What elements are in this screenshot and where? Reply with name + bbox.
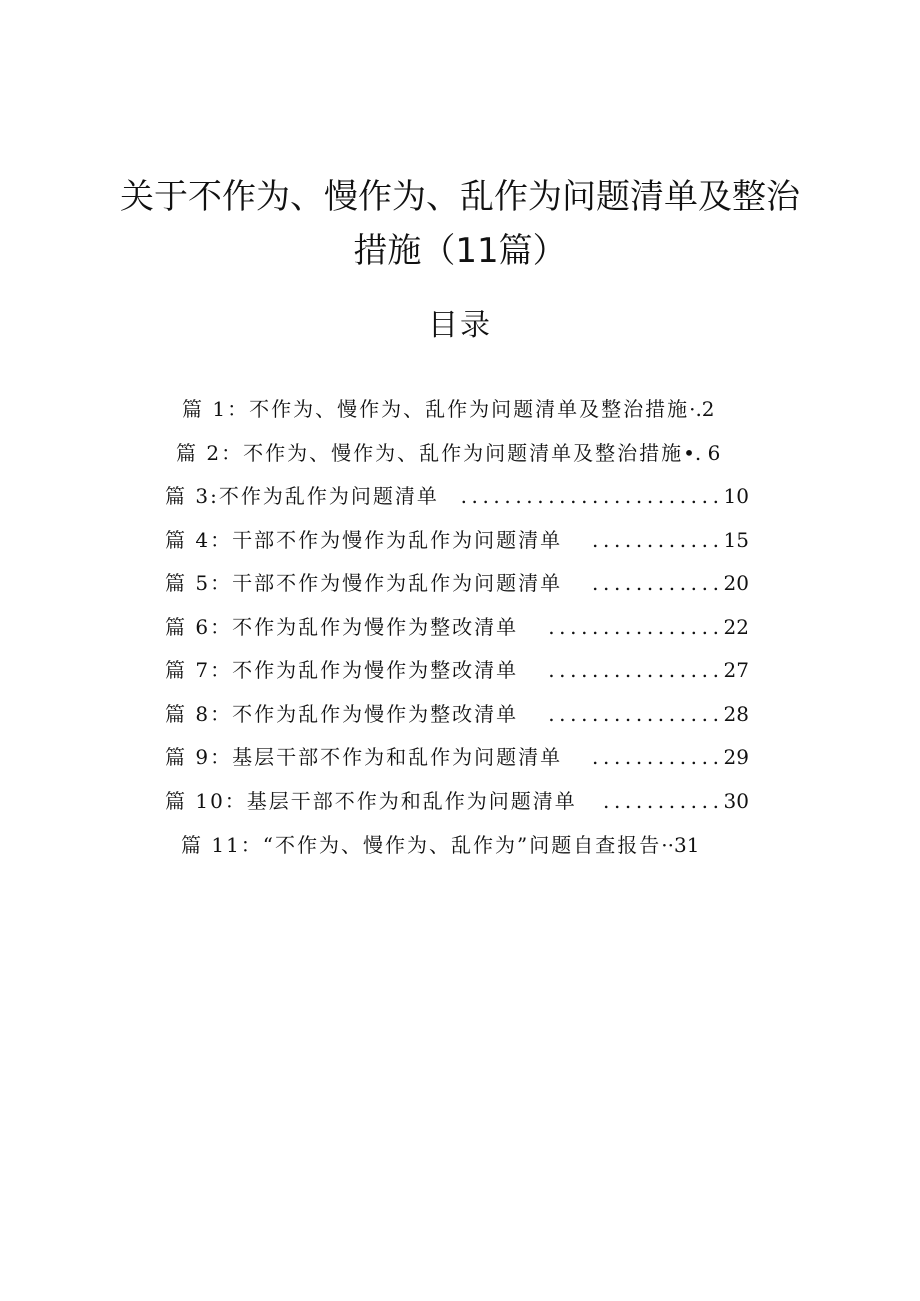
document-title-line-2: 措施（11篇） xyxy=(353,231,567,271)
toc-entry-page: 28 xyxy=(723,702,749,726)
toc-entry-page: 10 xyxy=(723,484,749,508)
toc-entry-1[interactable] xyxy=(182,394,742,424)
toc-entry-label: 篇 8：不作为乱作为慢作为整改清单 xyxy=(165,702,519,726)
toc-entry-page: 30 xyxy=(723,789,749,813)
document-title-line-1: 关于不作为、慢作为、乱作为问题清单及整治 xyxy=(120,177,800,217)
toc-entry-label: 篇 1：不作为、慢作为、乱作为问题清单及整治措施 xyxy=(182,397,690,421)
toc-entry-leader: · xyxy=(689,397,696,421)
toc-entry-9[interactable] xyxy=(165,742,749,772)
toc-entry-leader: ........................ xyxy=(460,484,724,508)
toc-entry-3[interactable] xyxy=(165,481,749,511)
toc-entry-label: 篇 6：不作为乱作为慢作为整改清单 xyxy=(165,615,519,639)
toc-entry-label: 篇 9：基层干部不作为和乱作为问题清单 xyxy=(165,745,563,769)
toc-entry-10[interactable] xyxy=(165,786,749,816)
toc-entry-leader: ............ xyxy=(592,528,724,552)
toc-entry-label: 篇 4：干部不作为慢作为乱作为问题清单 xyxy=(165,528,563,552)
toc-entry-page: 20 xyxy=(723,571,749,595)
toc-entry-4[interactable] xyxy=(165,525,749,555)
toc-entry-leader: ·· xyxy=(661,833,674,857)
toc-entry-6[interactable] xyxy=(165,612,749,642)
toc-entry-page: . 6 xyxy=(694,441,721,465)
toc-entry-leader: ........... xyxy=(603,789,724,813)
toc-entry-page: 31 xyxy=(673,833,700,857)
toc-entry-leader: ................ xyxy=(548,658,724,682)
toc-heading: 目录 xyxy=(428,308,492,343)
toc-entry-label: 篇 10：基层干部不作为和乱作为问题清单 xyxy=(165,789,577,813)
toc-entry-label: 篇 11：“不作为、慢作为、乱作为”问题自查报告 xyxy=(181,833,662,857)
toc-entry-page: 22 xyxy=(723,615,749,639)
toc-entry-leader: ............ xyxy=(592,571,724,595)
toc-entry-page: 27 xyxy=(723,658,749,682)
toc-entry-7[interactable] xyxy=(165,655,749,685)
toc-entry-5[interactable] xyxy=(165,568,749,598)
toc-entry-page: .2 xyxy=(695,397,715,421)
toc-entry-leader: • xyxy=(683,441,695,465)
toc-entry-label: 篇 7：不作为乱作为慢作为整改清单 xyxy=(165,658,519,682)
toc-entry-page: 29 xyxy=(723,745,749,769)
toc-entry-page: 15 xyxy=(723,528,749,552)
toc-entry-leader: ............ xyxy=(592,745,724,769)
document-title xyxy=(0,170,920,278)
toc-entry-label: 篇 2：不作为、慢作为、乱作为问题清单及整治措施 xyxy=(176,441,684,465)
toc-entry-8[interactable] xyxy=(165,699,749,729)
toc-entry-11[interactable] xyxy=(181,830,741,860)
toc-entry-label: 篇 5：干部不作为慢作为乱作为问题清单 xyxy=(165,571,563,595)
toc-entry-leader: ................ xyxy=(548,615,724,639)
toc-entry-label: 篇 3:不作为乱作为问题清单 xyxy=(165,484,439,508)
toc-entry-leader: ................ xyxy=(548,702,724,726)
toc-entry-2[interactable] xyxy=(176,438,738,468)
